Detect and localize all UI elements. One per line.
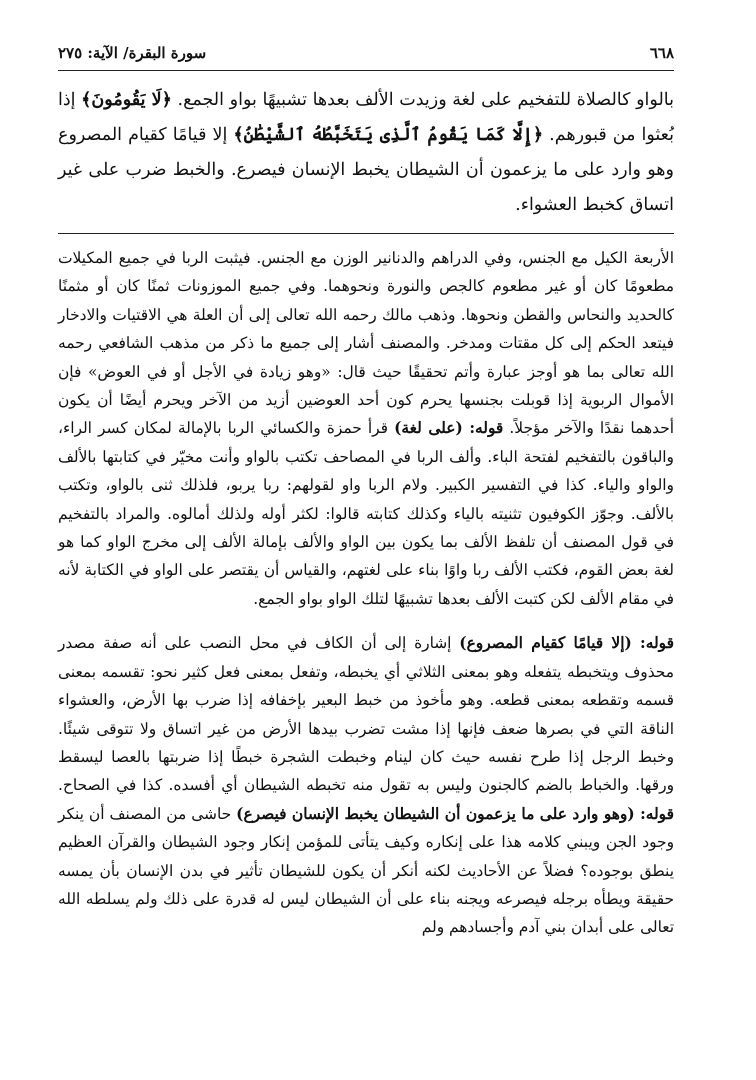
book-page	[58, 44, 674, 942]
commentary-paragraph	[58, 629, 674, 941]
commentary-keyword: قوله: (على لغة)	[394, 419, 504, 438]
main-text-segment: إذا بُعثوا من قبورهم.	[58, 90, 674, 145]
commentary-text	[58, 244, 674, 942]
commentary-keyword: قوله: (وهو وارد على ما يزعمون أن الشيطان يخبط الإنسان فيصرع)	[236, 804, 674, 823]
paragraph-gap	[58, 613, 674, 629]
commentary-segment: قرأ حمزة والكسائي الربا بالإمالة لمكان كسر الراء، والباقون بالتفخيم لفتحة الباء. وألف الربا في المصاحف تكتب بالواو وأنت مخيّر في كتابتها بالألف والواو والياء. كذا في التفسير الكبير. ولام الربا واو لقولهم: ربا يربو، فلذلك ثنى بالواو، وتكتب بالألف. وجوّز الكوفيون تثنيته بالياء وكذلك كتابته قالوا: لكثر أوله ولذلك أمالوه. والمراد بالتفخيم في قول المصنف أن تلفظ الألف بما يكون بين الواو والألف بإمالة الألف إلى مخرج الواو كما هو لغة بعض القوم، فكتب الألف ربا واوًا بناء على لغتهم، والقياس أن يقتصر على الواو في الكتابة لأنه في مقام الألف لكن كتبت الألف بعدها تشبيهًا لتلك الواو بواو الجمع.	[58, 419, 674, 608]
main-text-segment: إلا قيامًا كقيام المصروع وهو وارد على ما يزعمون أن الشيطان يخبط الإنسان فيصرع. والخبط ضرب على غير اتساق كخبط العشواء.	[58, 125, 674, 215]
commentary-segment: حاشى من المصنف أن ينكر وجود الجن ويبني كلامه هذا على إنكاره وكيف يتأتى للمؤمن إنكار وجود الشيطان والقرآن العظيم ينطق بوجوده؟ فضلاً عن الأحاديث لكنه أنكر أن يكون للشيطان تأثير في بدن الإنسان بأن يمسه حقيقة ويطأه برجله فيصرعه ويجنه بناء على أن الشيطان ليس له قدرة على ذلك ولم يسلطه الله تعالى على أبدان بني آدم وأجسادهم ولم	[58, 804, 674, 937]
quran-quote: ﴿إِلَّا كَمَا يَقُومُ ٱلَّذِى يَتَخَبَّطُهُ ٱلشَّيْطَٰنُ﴾	[233, 125, 544, 145]
commentary-keyword: قوله: (إلا قيامًا كقيام المصروع)	[459, 634, 674, 653]
page-header	[58, 44, 674, 71]
commentary-segment: الأربعة الكيل مع الجنس، وفي الدراهم والدنانير الوزن مع الجنس. فيثبت الربا في جميع المكيلات مطعومًا كان أو غير مطعوم كالجص والنورة ونحوهما. وفي جميع الموزونات ثمنًا كان أو مثمنًا كالحديد والنحاس والقطن ونحوها. وذهب مالك رحمه الله تعالى إلى أن العلة هي الاقتيات والادخار فيتعد الحكم إلى كل مقتات ومدخر. والمصنف أشار إلى جميع ما ذكر من مذهب الشافعي رحمه الله تعالى بما هو أوجز عبارة وأتم تحقيقًا حيث قال: «وهو زيادة في الأجل أو في العوض» فإن الأموال الربوية إذا قوبلت بجنسها يحرم كون أحد العوضين أزيد من الآخر ويحرم أيضًا أن يكون أحدهما نقدًا والآخر مؤجلاً.	[58, 249, 675, 438]
main-text-segment: بالواو كالصلاة للتفخيم على لغة وزيدت الألف بعدها تشبيهًا بواو الجمع.	[171, 90, 674, 110]
surah-reference: سورة البقرة/ الآية: ٢٧٥	[58, 44, 207, 62]
commentary-paragraph	[58, 244, 674, 613]
commentary-segment: إشارة إلى أن الكاف في محل النصب على أنه صفة مصدر محذوف ويتخبطه يتفعله وهو بمعنى الثلاثي أي يخبطه، وتفعل بمعنى فعل كثير نحو: تقسمه بمعنى قسمه وتقطعه بمعنى قطعه. وهو مأخوذ من خبط البعير بإخفافه إذا ضرب بها الأرض، والعشواء الناقة التي في بصرها ضعف فإنها إذا مشت تضرب بيدها الأرض من غير اتساق ولا تتوقى شيئًا. وخبط الرجل إذا طرح نفسه حيث كان لينام وخبطت الشجرة خبطًا إذا ضربتها بالعصا ليسقط ورقها. والخباط بالضم كالجنون وليس به تقول منه تخبطه الشيطان أي أفسده. كذا في الصحاح.	[58, 634, 674, 795]
quran-quote: ﴿لَا يَقُومُونَ﴾	[81, 90, 172, 110]
page-number: ٦٦٨	[649, 44, 674, 62]
section-divider	[58, 233, 674, 234]
main-text	[58, 83, 674, 223]
